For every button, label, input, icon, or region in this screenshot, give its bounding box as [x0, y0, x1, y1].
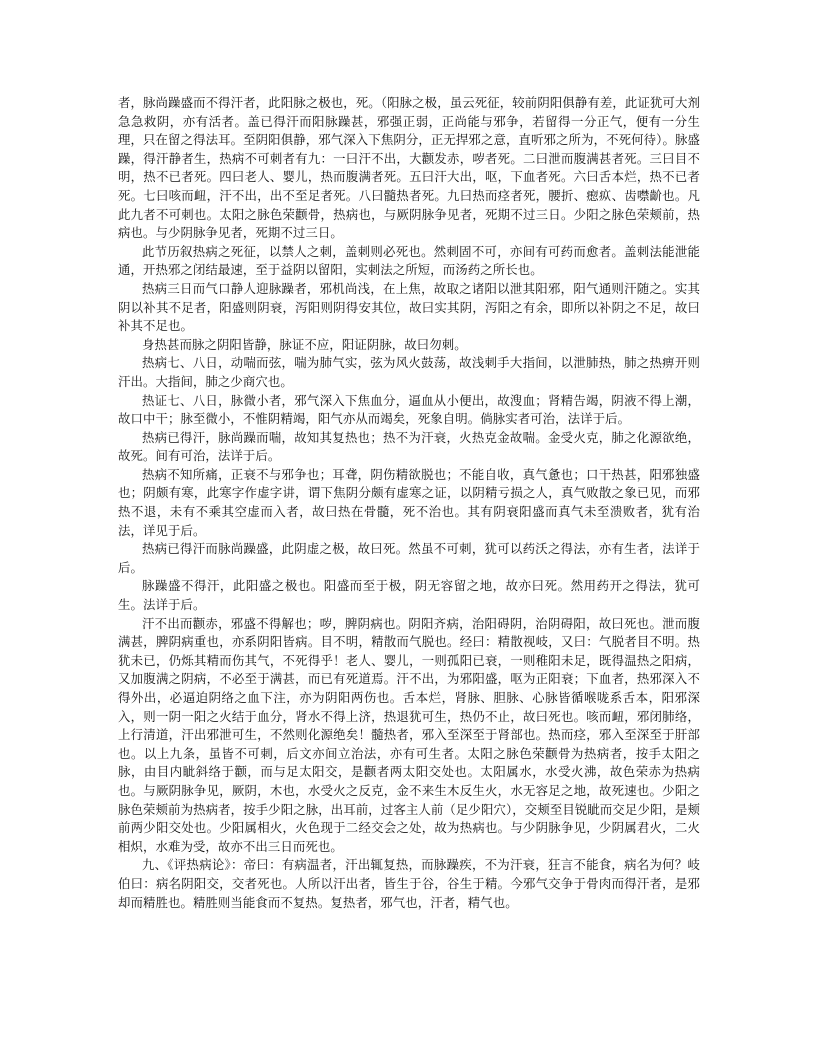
paragraph-6: 热证七、八日，脉微小者，邪气深入下焦血分，逼血从小便出，故溲血；肾精告竭，阴液不得上潮，故口中干；脉至微小，不惟阴精竭，阳气亦从而竭矣，死象自明。倘脉实者可治，法详于后。 [118, 392, 700, 427]
document-page [118, 94, 700, 912]
paragraph-7: 热病已得汗，脉尚躁而喘，故知其复热也；热不为汗衰，火热克金故喘。金受火克，肺之化源欲绝，故死。间有可治，法详于后。 [118, 429, 700, 464]
paragraph-4: 身热甚而脉之阴阳皆静，脉证不应，阳证阴脉，故曰勿刺。 [142, 336, 467, 352]
paragraph-12: 九、《评热病论》：帝曰：有病温者，汗出辄复热，而脉躁疾，不为汗衰，狂言不能食，病名为何？岐伯曰：病名阴阳交，交者死也。人所以汗出者，皆生于谷，谷生于精。今邪气交争于骨肉而得汗者，是邪却而精胜也。精胜则当能食而不复热。复热者，邪气也，汗者，精气也。 [118, 857, 700, 910]
paragraph-2: 此节历叙热病之死征，以禁人之刺，盖刺则必死也。然刺固不可，亦间有可药而愈者。盖刺法能泄能通，开热邪之闭结最速，至于益阴以留阳，实刺法之所短，而汤药之所长也。 [118, 243, 700, 278]
paragraph-5: 热病七、八日，动喘而弦，喘为肺气实，弦为风火鼓荡，故浅刺手大指间，以泄肺热，肺之热痹开则汗出。大指间，肺之少商穴也。 [118, 355, 700, 389]
paragraph-1: 者，脉尚躁盛而不得汗者，此阳脉之极也，死。（阳脉之极，虽云死征，较前阴阳俱静有差，此证犹可大剂急急救阴，亦有活者。盖已得汗而阳脉躁甚，邪强正弱，正尚能与邪争，若留得一分正气，便有一分生理，只在留之得法耳。至阴阳俱静，邪气深入下焦阴分，正无捍邪之意，直听邪之所为，不死何待）。脉盛躁，得汗静者生，热病不可刺者有九：一曰汗不出，大颧发赤，哕者死。二曰泄而腹满甚者死。三曰目不明，热不已者死。四曰老人、婴儿，热而腹满者死。五曰汗大出，呕，下血者死。六曰舌本烂，热不已者死。七曰咳而衄，汗不出，出不至足者死。八曰髓热者死。九曰热而痉者死，腰折、瘛疭、齿噤齘也。凡此九者不可刺也。太阳之脉色荣颧骨，热病也，与厥阴脉争见者，死期不过三日。少阳之脉色荣颊前，热病也。与少阴脉争见者，死期不过三日。 [118, 95, 700, 241]
paragraph-11: 汗不出而颧赤，邪盛不得解也；哕，脾阴病也。阴阳齐病，治阳碍阴，治阴碍阳，故曰死也。泄而腹满甚，脾阴病重也，亦系阴阳皆病。目不明，精散而气脱也。经曰：精散视岐，又曰：气脱者目不明。热犹未已，仍烁其精而伤其气，不死得乎！老人、婴儿，一则孤阳已衰，一则稚阳未足，既得温热之阳病，又加腹满之阴病，不必至于满甚，而已有死道焉。汗不出，为邪阳盛，呕为正阳衰；下血者，热邪深入不得外出，必逼迫阴络之血下注，亦为阴阳两伤也。舌本烂，肾脉、胆脉、心脉皆循喉咙系舌本，阳邪深入，则一阴一阳之火结于血分，肾水不得上济，热退犹可生，热仍不止，故曰死也。咳而衄，邪闭肺络，上行清道，汗出邪泄可生，不然则化源绝矣！髓热者，邪入至深至于肾部也。热而痉，邪入至深至于肝部也。以上九条，虽皆不可刺，后文亦间立治法，亦有可生者。太阳之脉色荣颧骨为热病者，按手太阳之脉，由目内眦斜络于颧，而与足太阳交，是颧者两太阳交处也。太阳属水，水受火沸，故色荣赤为热病也。与厥阴脉争见，厥阴，木也，水受火之反克，金不来生木反生火，水无容足之地，故死速也。少阳之脉色荣颊前为热病者，按手少阳之脉，出耳前，过客主人前（足少阳穴），交颊至目锐眦而交足少阳，是颊前两少阳交处也。少阳属相火，火色现于二经交会之处，故为热病也。与少阴脉争见，少阴属君火，二火相炽，水难为受，故亦不出三日而死也。 [118, 615, 700, 854]
paragraph-10: 脉躁盛不得汗，此阳盛之极也。阳盛而至于极，阴无容留之地，故亦曰死。然用药开之得法，犹可生。法详于后。 [118, 578, 700, 613]
paragraph-3: 热病三日而气口静人迎脉躁者，邪机尚浅，在上焦，故取之诸阳以泄其阳邪，阳气通则汗随之。实其阴以补其不足者，阳盛则阴衰，泻阳则阴得安其位，故曰实其阴，泻阳之有余，即所以补阴之不足，故曰补其不足也。 [118, 280, 700, 334]
paragraph-8: 热病不知所痛，正衰不与邪争也；耳聋，阴伤精欲脱也；不能自收，真气惫也；口干热甚，阳邪独盛也；阴颇有寒，此寒字作虚字讲，谓下焦阴分颇有虚寒之证，以阴精亏损之人，真气败散之象已见，而邪热不退，未有不乘其空虚而入者，故曰热在骨髓，死不治也。其有阴衰阳盛而真气未至溃败者，犹有治法，详见于后。 [118, 466, 700, 538]
paragraph-9: 热病已得汗而脉尚躁盛，此阴虚之极，故曰死。然虽不可刺，犹可以药沃之得法，亦有生者，法详于后。 [118, 541, 700, 575]
